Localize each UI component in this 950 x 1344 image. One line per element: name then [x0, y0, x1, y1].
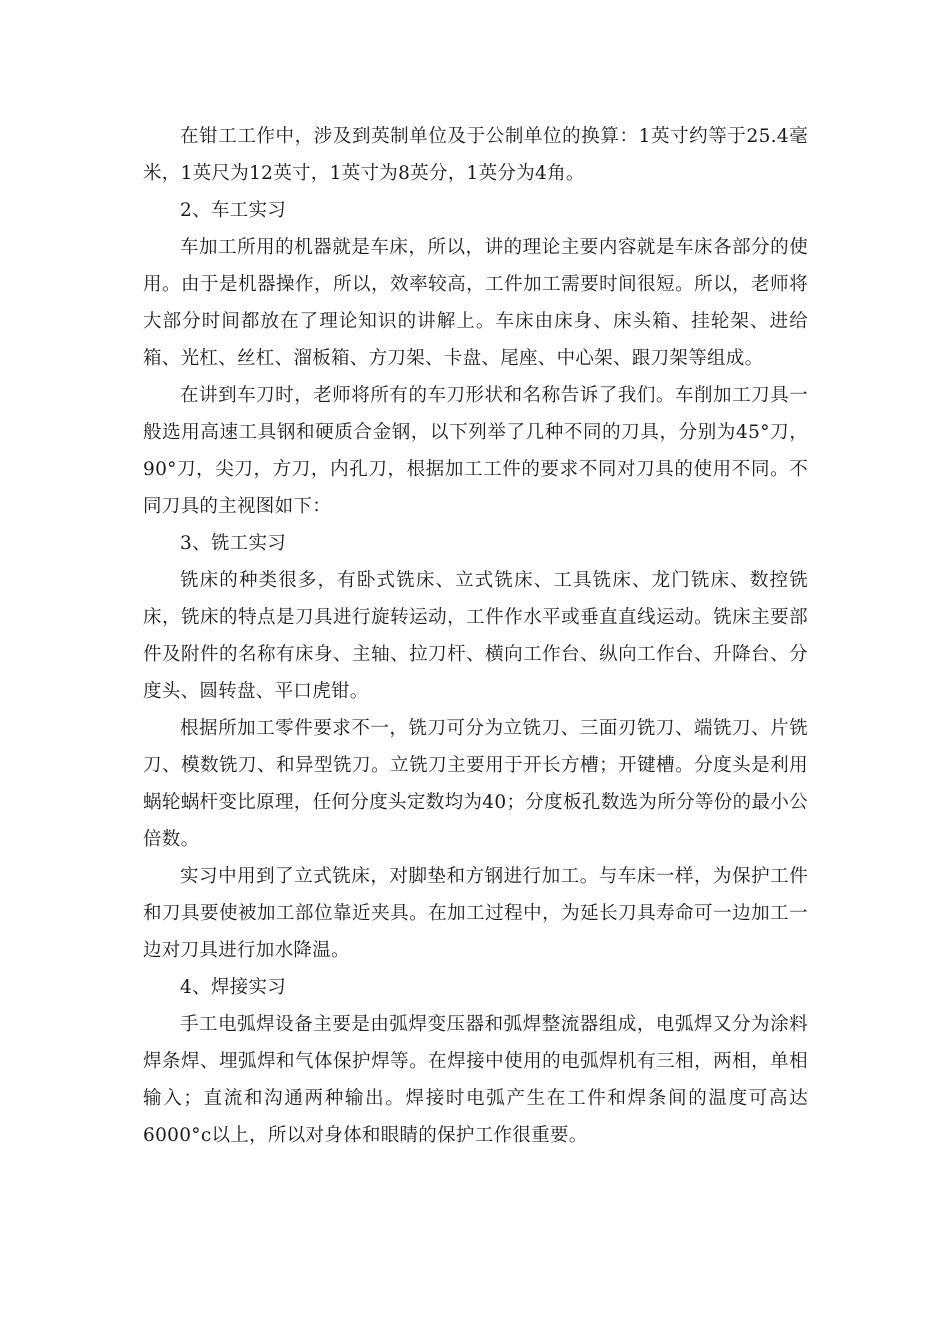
document-body [143, 118, 808, 1154]
paragraph-milling-machines: 铣床的种类很多，有卧式铣床、立式铣床、工具铣床、龙门铣床、数控铣床，铣床的特点是刀具进行旋转运动，工件作水平或垂直直线运动。铣床主要部件及附件的名称有床身、主轴、拉刀杆、横向工作台、纵向工作台、升降台、分度头、圆转盘、平口虎钳。 [143, 570, 808, 702]
section-heading-welding: 4、焊接实习 [180, 977, 287, 998]
section-heading-turning: 2、车工实习 [180, 200, 287, 221]
section-heading-milling: 3、铣工实习 [180, 533, 287, 554]
paragraph-lathe-overview: 车加工所用的机器就是车床，所以，讲的理论主要内容就是车床各部分的使用。由于是机器操作，所以，效率较高，工件加工需要时间很短。所以，老师将大部分时间都放在了理论知识的讲解上。车床由床身、床头箱、挂轮架、进给箱、光杠、丝杠、溜板箱、方刀架、卡盘、尾座、中心架、跟刀架等组成。 [143, 237, 808, 369]
paragraph-lathe-tools: 在讲到车刀时，老师将所有的车刀形状和名称告诉了我们。车削加工刀具一般选用高速工具钢和硬质合金钢，以下列举了几种不同的刀具，分别为45°刀，90°刀，尖刀，方刀，内孔刀，根据加工工件的要求不同对刀具的使用不同。不同刀具的主视图如下： [143, 385, 808, 517]
paragraph-welding: 手工电弧焊设备主要是由弧焊变压器和弧焊整流器组成，电弧焊又分为涂料焊条焊、埋弧焊和气体保护焊等。在焊接中使用的电弧焊机有三相，两相，单相输入；直流和沟通两种输出。焊接时电弧产生在工件和焊条间的温度可高达6000°c以上，所以对身体和眼睛的保护工作很重要。 [143, 1014, 808, 1146]
paragraph-milling-practice: 实习中用到了立式铣床，对脚垫和方钢进行加工。与车床一样，为保护工件和刀具要使被加工部位靠近夹具。在加工过程中，为延长刀具寿命可一边加工一边对刀具进行加水降温。 [143, 866, 808, 961]
paragraph-milling-cutters: 根据所加工零件要求不一，铣刀可分为立铣刀、三面刃铣刀、端铣刀、片铣刀、模数铣刀、和异型铣刀。立铣刀主要用于开长方槽；开键槽。分度头是利用蜗轮蜗杆变比原理，任何分度头定数均为40；分度板孔数选为所分等份的最小公倍数。 [143, 718, 808, 850]
paragraph-unit-conversion: 在钳工工作中，涉及到英制单位及于公制单位的换算：1英寸约等于25.4毫米，1英尺为12英寸，1英寸为8英分，1英分为4角。 [143, 126, 808, 184]
